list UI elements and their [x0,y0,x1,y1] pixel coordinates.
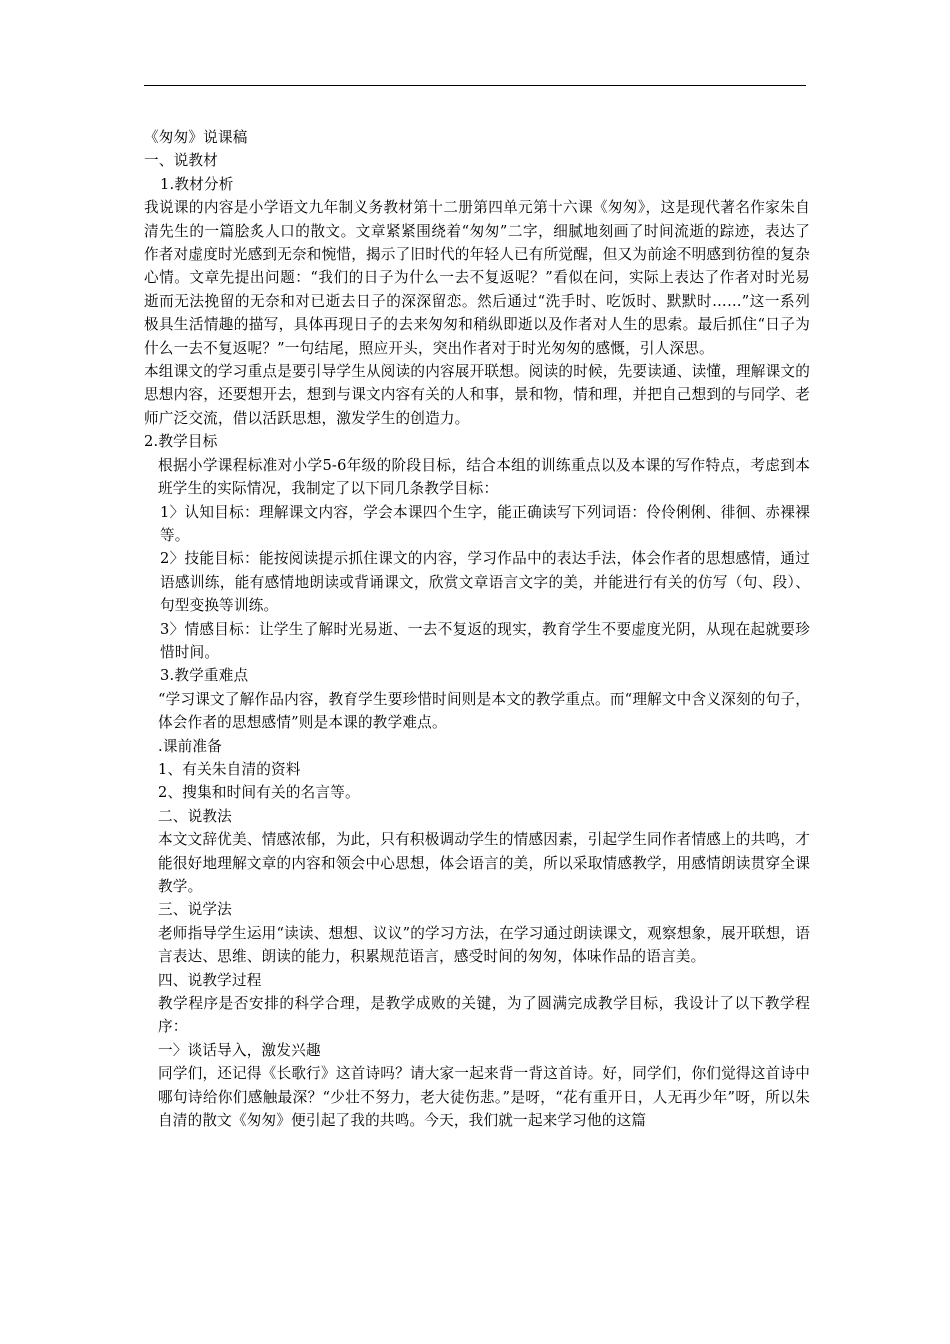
subsection-heading: 一〉谈话导入，激发兴趣 [158,1041,321,1059]
list-item: 1、有关朱自清的资料 [158,760,301,778]
body-paragraph: 老师指导学生运用“读读、想想、议议”的学习方法，在学习通过朗读课文，观察想象，展开联想，语言表达、思维、朗读的能力，积累规范语言，感受时间的匆匆，体味作品的语言美。 [158,924,810,966]
header-rule [144,85,806,86]
body-paragraph: 我说课的内容是小学语文九年制义务教材第十二册第四单元第十六课《匆匆》，这是现代著名作家朱自清先生的一篇脍炙人口的散文。文章紧紧围绕着“匆匆”二字，细腻地刻画了时间流逝的踪迹，表达了作者对虚度时光感到无奈和惋惜，揭示了旧时代的年轻人已有所觉醒，但又为前途不明感到彷徨的复杂心情。文章先提出问题：“我们的日子为什么一去不复返呢？”看似在问，实际上表达了作者对时光易逝而无法挽留的无奈和对已逝去日子的深深留恋。然后通过“洗手时、吃饭时、默默时……”这一系列极具生活情趣的描写，具体再现日子的去来匆匆和稍纵即逝以及作者对人生的思索。最后抓住“日子为什么一去不复返呢？”一句结尾，照应开头，突出作者对于时光匆匆的感慨，引人深思。 [144,199,810,357]
document-title: 《匆匆》说课稿 [144,129,248,146]
list-item: 2、搜集和时间有关的名言等。 [158,784,360,802]
body-paragraph: “学习课文了解作品内容，教育学生要珍惜时间则是本文的教学重点。而“理解文中含义深刻的句子，体会作者的思想感情”则是本课的教学难点。 [158,690,810,732]
subsection-heading: 1.教材分析 [160,175,234,193]
subsection-heading: 2.教学目标 [144,433,218,451]
document-body [144,126,810,1132]
list-item: 1〉认知目标：理解课文内容，学会本课四个生字，能正确读写下列词语：伶伶俐俐、徘徊、赤裸裸等。 [160,503,810,544]
subsection-heading: .课前准备 [158,737,223,755]
section-heading: 二、说教法 [158,807,232,825]
body-paragraph: 同学们，还记得《长歌行》这首诗吗？请大家一起来背一背这首诗。好，同学们，你们觉得这首诗中哪句诗给你们感触最深？“少壮不努力，老大徒伤悲。”是呀，“花有重开日，人无再少年”呀，所以朱自清的散文《匆匆》便引起了我的共鸣。今天，我们就一起来学习他的这篇 [158,1065,810,1130]
list-item: 3〉情感目标：让学生了解时光易逝、一去不复返的现实，教育学生不要虚度光阴，从现在起就要珍惜时间。 [160,620,810,661]
body-paragraph: 根据小学课程标准对小学5-6年级的阶段目标，结合本组的训练重点以及本课的写作特点，考虑到本班学生的实际情况，我制定了以下同几条教学目标： [158,456,810,498]
body-paragraph: 本组课文的学习重点是要引导学生从阅读的内容展开联想。阅读的时候，先要读通、读懂，理解课文的思想内容，还要想开去，想到与课文内容有关的人和事，景和物，情和理，并把自己想到的与同学、老师广泛交流，借以活跃思想，激发学生的创造力。 [144,363,810,427]
body-paragraph: 教学程序是否安排的科学合理，是教学成败的关键，为了圆满完成教学目标，我设计了以下教学程序： [158,995,810,1036]
section-heading: 三、说学法 [158,901,232,919]
section-heading: 四、说教学过程 [158,971,262,989]
body-paragraph: 本文文辞优美、情感浓郁，为此，只有积极调动学生的情感因素，引起学生同作者情感上的共鸣，才能很好地理解文章的内容和领会中心思想，体会语言的美，所以采取情感教学，用感情朗读贯穿全课教学。 [158,831,810,895]
subsection-heading: 3.教学重难点 [160,667,249,685]
section-heading: 一、说教材 [144,152,218,170]
list-item: 2〉技能目标：能按阅读提示抓住课文的内容，学习作品中的表达手法，体会作者的思想感情，通过语感训练，能有感情地朗读或背诵课文，欣赏文章语言文字的美，并能进行有关的仿写（句、段）、句型变换等训练。 [160,550,810,615]
